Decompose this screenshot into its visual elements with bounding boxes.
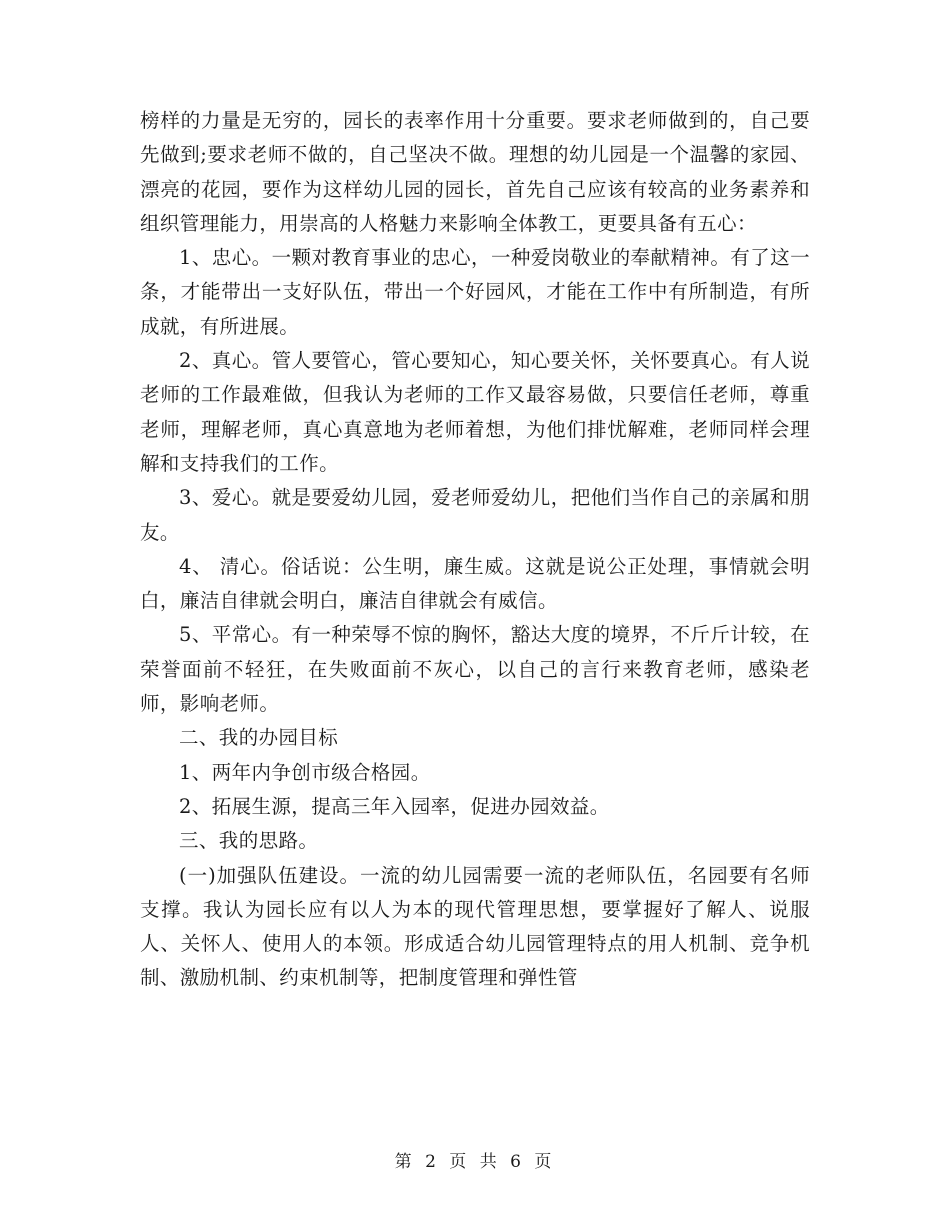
paragraph-equanimity: 5、平常心。有一种荣辱不惊的胸怀，豁达大度的境界，不斤斤计较，在荣誉面前不轻狂，在失败面前不灰心，以自己的言行来教育老师，感染老师，影响老师。 bbox=[140, 623, 810, 716]
goal-item-2: 2、拓展生源，提高三年入园率，促进办园效益。 bbox=[179, 794, 610, 818]
paragraph-loyalty: 1、忠心。一颗对教育事业的忠心，一种爱岗敬业的奉献精神。有了这一条，才能带出一支好队伍，带出一个好园风，才能在工作中有所制造，有所成就，有所进展。 bbox=[140, 246, 810, 338]
section-heading-goals: 二、我的办园目标 bbox=[179, 726, 339, 750]
paragraph-integrity: 4、 清心。俗话说：公生明，廉生威。这就是说公正处理，事情就会明白，廉洁自律就会明白，廉洁自律就会有威信。 bbox=[140, 554, 810, 613]
paragraph-role-model: 榜样的力量是无穷的，园长的表率作用十分重要。要求老师做到的，自己要先做到;要求老师不做的，自己坚决不做。理想的幼儿园是一个温馨的家园、漂亮的花园，要作为这样幼儿园的园长，首先自己应该有较高的业务素养和组织管理能力，用崇高的人格魅力来影响全体教工，更要具备有五心： bbox=[140, 109, 810, 235]
section-heading-approach: 三、我的思路。 bbox=[179, 829, 319, 853]
paragraph-sincerity: 2、真心。管人要管心，管心要知心，知心要关怀，关怀要真心。有人说老师的工作最难做，但我认为老师的工作又最容易做，只要信任老师，尊重老师，理解老师，真心真意地为老师着想，为他们排忧解难，老师同样会理解和支持我们的工作。 bbox=[140, 349, 810, 475]
paragraph-love: 3、爱心。就是要爱幼儿园，爱老师爱幼儿，把他们当作自己的亲属和朋友。 bbox=[140, 486, 810, 544]
goal-item-1: 1、两年内争创市级合格园。 bbox=[179, 760, 431, 784]
document-body bbox=[140, 104, 810, 996]
page-number-footer: 第 2 页 共 6 页 bbox=[394, 1152, 556, 1172]
paragraph-team-building: (一)加强队伍建设。一流的幼儿园需要一流的老师队伍，名园要有名师支撑。我认为园长应有以人为本的现代管理思想，要掌握好了解人、说服人、关怀人、使用人的本领。形成适合幼儿园管理特点的用人机制、竞争机制、激励机制、约束机制等，把制度管理和弹性管 bbox=[140, 863, 810, 990]
